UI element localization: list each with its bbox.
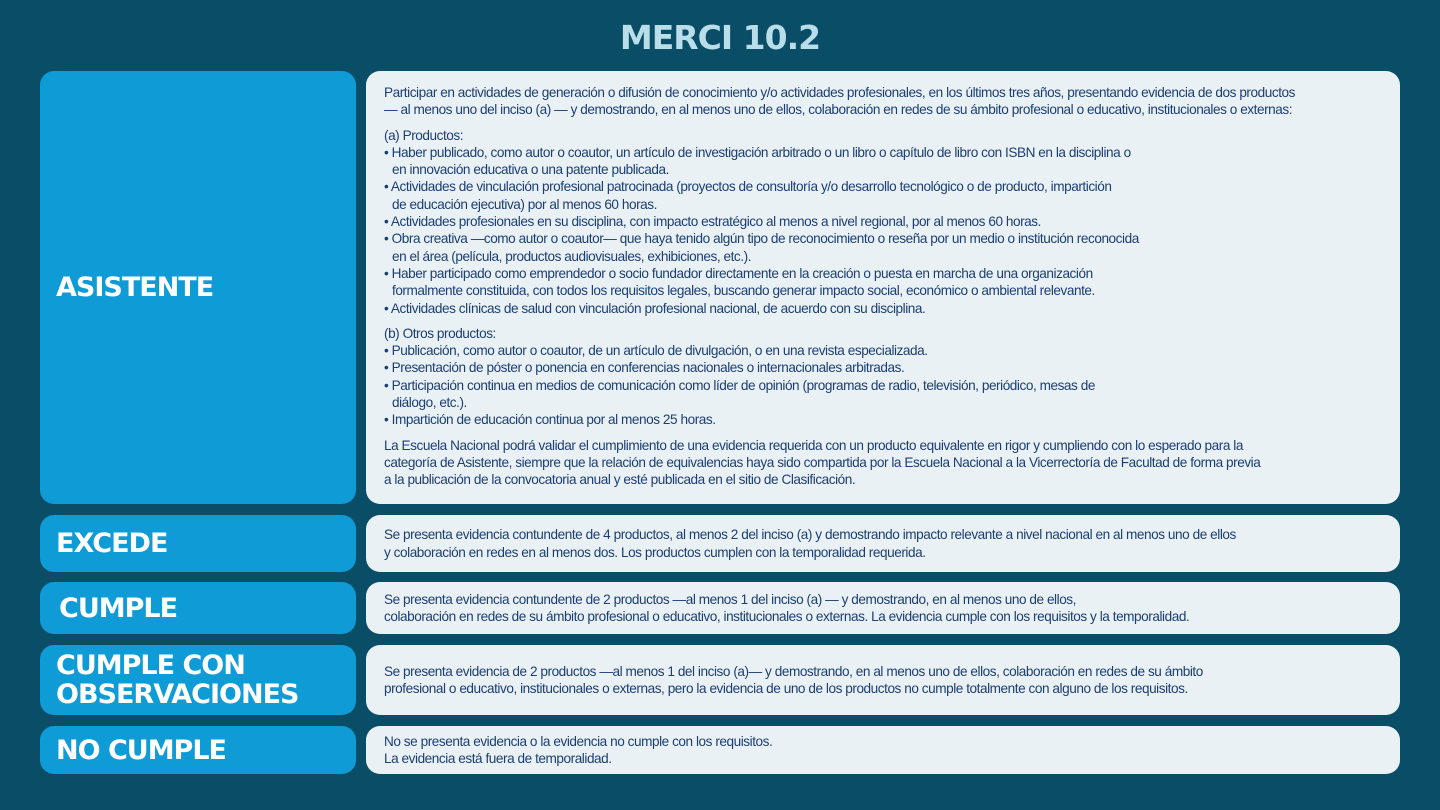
intro-line: — al menos uno del inciso (a) — y demostrando, en al menos uno de ellos, colaboración en redes de su ámbito profesional o educativo, institucionales o externas: [384,102,1293,118]
row-cumple-con-observaciones [40,645,1400,715]
section-a-heading: (a) Productos: [384,127,464,143]
content-line: Se presenta evidencia contundente de 4 productos, al menos 2 del inciso (a) y demostrando impacto relevante a nivel nacional en al menos uno de ellos [384,527,1236,543]
closing-line: La Escuela Nacional podrá validar el cumplimiento de una evidencia requerida con un producto equivalente en rigor y cumpliendo con lo esperado para la [384,437,1243,453]
bullet-line: • Participación continua en medios de comunicación como líder de opinión (programas de radio, televisión, periódico, mesas de [384,377,1095,393]
intro-line: Participar en actividades de generación o difusión de conocimiento y/o actividades profesionales, en los últimos tres años, presentando evidencia de dos productos [384,85,1295,100]
bullet-line: en el área (película, productos audiovisuales, exhibiciones, etc.). [392,248,752,264]
row-label-cumple: CUMPLE [40,582,356,634]
label-line: OBSERVACIONES [56,679,299,710]
bullet-line: formalmente constituida, con todos los requisitos legales, buscando generar impacto social, económico o ambiental relevante. [392,283,1095,299]
bullet-line: • Haber participado como emprendedor o socio fundador directamente en la creación o puesta en marcha de una organización [384,265,1093,281]
row-content-asistente [366,71,1400,504]
bullet-line: diálogo, etc.). [392,395,467,411]
label-line: CUMPLE CON [56,650,245,681]
bullet-line: en innovación educativa o una patente publicada. [392,162,669,178]
closing-line: a la publicación de la convocatoria anual y esté publicada en el sitio de Clasificación. [384,472,856,488]
row-content-excede [366,515,1400,572]
row-content-cumple [366,582,1400,634]
content-line: No se presenta evidencia o la evidencia no cumple con los requisitos. [384,733,773,749]
bullet-line: • Publicación, como autor o coautor, de un artículo de divulgación, o en una revista especializada. [384,343,928,359]
bullet-line: • Actividades de vinculación profesional patrocinada (proyectos de consultoría y/o desarrollo tecnológico o de producto, impartición [384,179,1112,195]
content-line: colaboración en redes de su ámbito profesional o educativo, institucionales o externas. La evidencia cumple con los requisitos y la temporalidad. [384,609,1190,624]
section-b-heading: (b) Otros productos: [384,325,496,341]
content-line: y colaboración en redes en al menos dos. Los productos cumplen con la temporalidad requerida. [384,544,926,560]
bullet-line: • Presentación de póster o ponencia en conferencias nacionales o internacionales arbitradas. [384,360,905,376]
row-content-cumple-con-observaciones [366,645,1400,715]
row-label-asistente: ASISTENTE [40,71,356,504]
bullet-line: de educación ejecutiva) por al menos 60 horas. [392,196,657,212]
content-line: Se presenta evidencia contundente de 2 productos —al menos 1 del inciso (a) — y demostrando, en al menos uno de ellos, [384,591,1076,607]
page-title: MERCI 10.2 [619,18,821,57]
row-label-cumple-con-observaciones [40,645,356,715]
row-label-no-cumple: NO CUMPLE [40,726,356,774]
bullet-line: • Actividades clínicas de salud con vinculación profesional nacional, de acuerdo con su disciplina. [384,300,926,316]
content-line: Se presenta evidencia de 2 productos —al menos 1 del inciso (a)— y demostrando, en al menos uno de ellos, colaboración en redes de su ámbito [384,663,1203,679]
bullet-line: • Haber publicado, como autor o coautor, un artículo de investigación arbitrado o un libro o capítulo de libro con ISBN en la disciplina o [384,144,1131,160]
row-label-excede: EXCEDE [40,515,356,572]
row-asistente [40,71,1400,504]
row-content-no-cumple [366,726,1400,774]
row-excede [40,515,1400,572]
bullet-line: • Obra creativa —como autor o coautor— que haya tenido algún tipo de reconocimiento o reseña por un medio o institución reconocida [384,231,1139,247]
content-line: profesional o educativo, institucionales o externas, pero la evidencia de uno de los productos no cumple totalmente con alguno de los requisitos. [384,681,1188,696]
row-cumple [40,582,1400,634]
bullet-line: • Impartición de educación continua por al menos 25 horas. [384,412,716,428]
bullet-line: • Actividades profesionales en su disciplina, con impacto estratégico al menos a nivel regional, por al menos 60 horas. [384,214,1041,230]
content-line: La evidencia está fuera de temporalidad. [384,751,612,766]
closing-line: categoría de Asistente, siempre que la relación de equivalencias haya sido compartida por la Escuela Nacional a la Vicerrectoría de Facultad de forma previa [384,454,1261,470]
row-no-cumple [40,726,1400,774]
